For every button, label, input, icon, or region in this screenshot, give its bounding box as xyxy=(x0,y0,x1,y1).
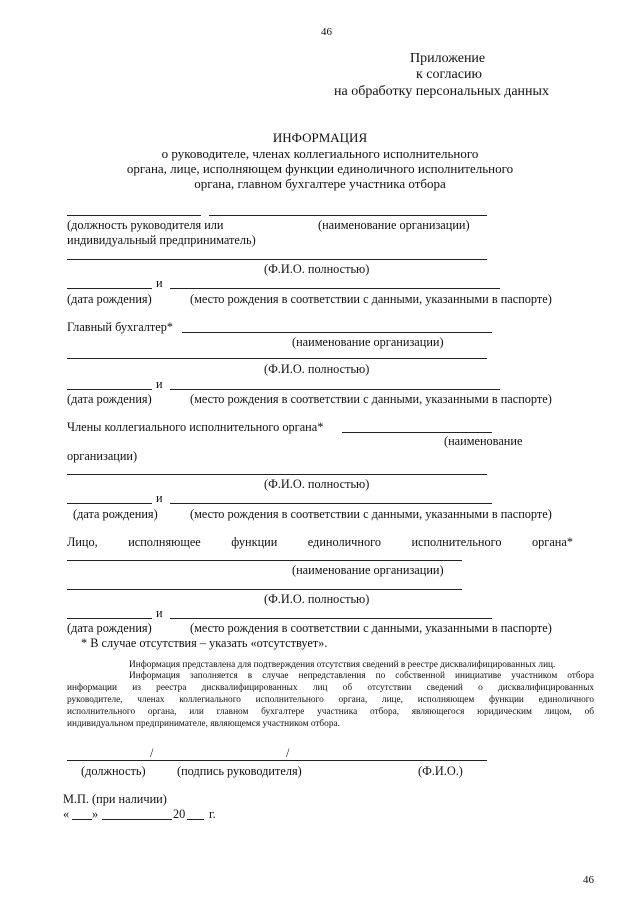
head-org-line[interactable] xyxy=(209,215,487,216)
head-org-label: (наименование организации) xyxy=(318,218,470,232)
sole-executive-label xyxy=(67,535,573,550)
sole-birth-date-line[interactable] xyxy=(67,618,152,619)
head-fio-line[interactable] xyxy=(67,259,487,260)
head-entrepreneur-label: индивидуальный предприниматель) xyxy=(67,233,256,247)
date-month-line[interactable] xyxy=(102,819,172,820)
signature-slash-2: / xyxy=(286,746,290,760)
sole-fio-line[interactable] xyxy=(67,589,462,590)
footnote: * В случае отсутствия – указать «отсутствует». xyxy=(81,636,328,650)
subtitle-line-1: о руководителе, членах коллегиального исполнительного xyxy=(161,146,479,161)
page-number-bottom: 46 xyxy=(583,874,594,886)
info-paragraph-2-line-4: исполнительного органа, или главном бухгалтере участника отбора, являющегося юридическим лицом, об xyxy=(67,706,594,717)
info-paragraph-1: Информация представлена для подтверждения отсутствия сведений в реестре дисквалифицированных лиц. xyxy=(129,660,556,670)
sole-word-6: органа* xyxy=(532,535,573,549)
signature-position-label: (должность) xyxy=(81,764,146,778)
sole-word-1: Лицо, xyxy=(67,535,98,549)
date-year-prefix: 20 xyxy=(173,807,186,821)
appendix-line-1: Приложение xyxy=(410,51,486,66)
accountant-org-line[interactable] xyxy=(182,332,492,333)
appendix-line-3: на обработку персональных данных xyxy=(334,84,549,99)
sole-word-5: исполнительного xyxy=(411,535,502,549)
board-birth-place-label: (место рождения в соответствии с данными, указанными в паспорте) xyxy=(190,507,552,521)
sole-and: и xyxy=(156,606,163,620)
page-number-top: 46 xyxy=(321,26,332,38)
sole-birth-place-label: (место рождения в соответствии с данными, указанными в паспорте) xyxy=(190,621,552,635)
board-birth-date-line[interactable] xyxy=(67,503,152,504)
board-org-label-1: (наименование xyxy=(444,434,523,448)
accountant-birth-date-line[interactable] xyxy=(67,389,152,390)
signature-slash-1: / xyxy=(150,746,154,760)
head-position-line[interactable] xyxy=(67,215,201,216)
info-paragraph-2-line-5: индивидуальном предпринимателе, являющемся участником отбора. xyxy=(67,718,340,729)
accountant-and: и xyxy=(156,377,163,391)
sole-word-2: исполняющее xyxy=(128,535,201,549)
board-label: Члены коллегиального исполнительного органа* xyxy=(67,420,324,434)
info-paragraph-2-line-1: Информация заполняется в случае непредставления по собственной инициативе участником отбора xyxy=(129,671,594,681)
head-fio-label: (Ф.И.О. полностью) xyxy=(264,262,370,276)
date-year-line[interactable] xyxy=(187,819,204,820)
sole-word-3: функции xyxy=(231,535,278,549)
info-paragraph-2-line-3: руководителе, членах коллегиального исполнительного органа, лице, исполняющем функции единоличного xyxy=(67,694,594,705)
board-birth-date-label: (дата рождения) xyxy=(73,507,158,521)
head-and: и xyxy=(156,276,163,290)
board-fio-label: (Ф.И.О. полностью) xyxy=(264,477,370,491)
sole-word-4: единоличного xyxy=(307,535,381,549)
signature-sign-label: (подпись руководителя) xyxy=(177,764,302,778)
accountant-fio-label: (Ф.И.О. полностью) xyxy=(264,362,370,376)
document-title: ИНФОРМАЦИЯ xyxy=(272,130,368,145)
accountant-org-label: (наименование организации) xyxy=(292,335,444,349)
subtitle-line-3: органа, главном бухгалтере участника отбора xyxy=(194,176,446,191)
accountant-birth-date-label: (дата рождения) xyxy=(67,392,152,406)
date-day-line[interactable] xyxy=(72,819,92,820)
head-birth-date-label: (дата рождения) xyxy=(67,292,152,306)
accountant-birth-place-label: (место рождения в соответствии с данными, указанными в паспорте) xyxy=(190,392,552,406)
info-paragraph-2 xyxy=(67,671,594,731)
board-fio-line[interactable] xyxy=(67,474,487,475)
date-close-quote: » xyxy=(92,807,99,821)
date-open-quote: « xyxy=(63,807,70,821)
stamp-label: М.П. (при наличии) xyxy=(63,792,167,806)
info-paragraph-2-line-2: информации из реестра дисквалифицированных лиц об отсутствии сведений о дисквалифицированных xyxy=(67,682,594,693)
head-birth-date-line[interactable] xyxy=(67,288,152,289)
sole-birth-date-label: (дата рождения) xyxy=(67,621,152,635)
accountant-label: Главный бухгалтер* xyxy=(67,320,174,334)
head-position-label: (должность руководителя или xyxy=(67,218,224,232)
accountant-fio-line[interactable] xyxy=(67,358,487,359)
sole-org-label: (наименование организации) xyxy=(292,563,444,577)
signature-line[interactable] xyxy=(67,760,487,761)
sole-fio-label: (Ф.И.О. полностью) xyxy=(264,592,370,606)
sole-org-line[interactable] xyxy=(67,560,462,561)
appendix-line-2: к согласию xyxy=(416,67,482,82)
subtitle-line-2: органа, лице, исполняющем функции единоличного исполнительного xyxy=(126,161,514,176)
sole-birth-place-line[interactable] xyxy=(170,618,492,619)
date-year-suffix: г. xyxy=(209,807,216,821)
board-and: и xyxy=(156,491,163,505)
board-org-label-2: организации) xyxy=(67,449,138,463)
board-birth-place-line[interactable] xyxy=(170,503,492,504)
head-birth-place-label: (место рождения в соответствии с данными, указанными в паспорте) xyxy=(190,292,552,306)
board-org-line[interactable] xyxy=(342,432,492,433)
head-birth-place-line[interactable] xyxy=(170,288,500,289)
accountant-birth-place-line[interactable] xyxy=(170,389,500,390)
signature-fio-label: (Ф.И.О.) xyxy=(418,764,463,778)
